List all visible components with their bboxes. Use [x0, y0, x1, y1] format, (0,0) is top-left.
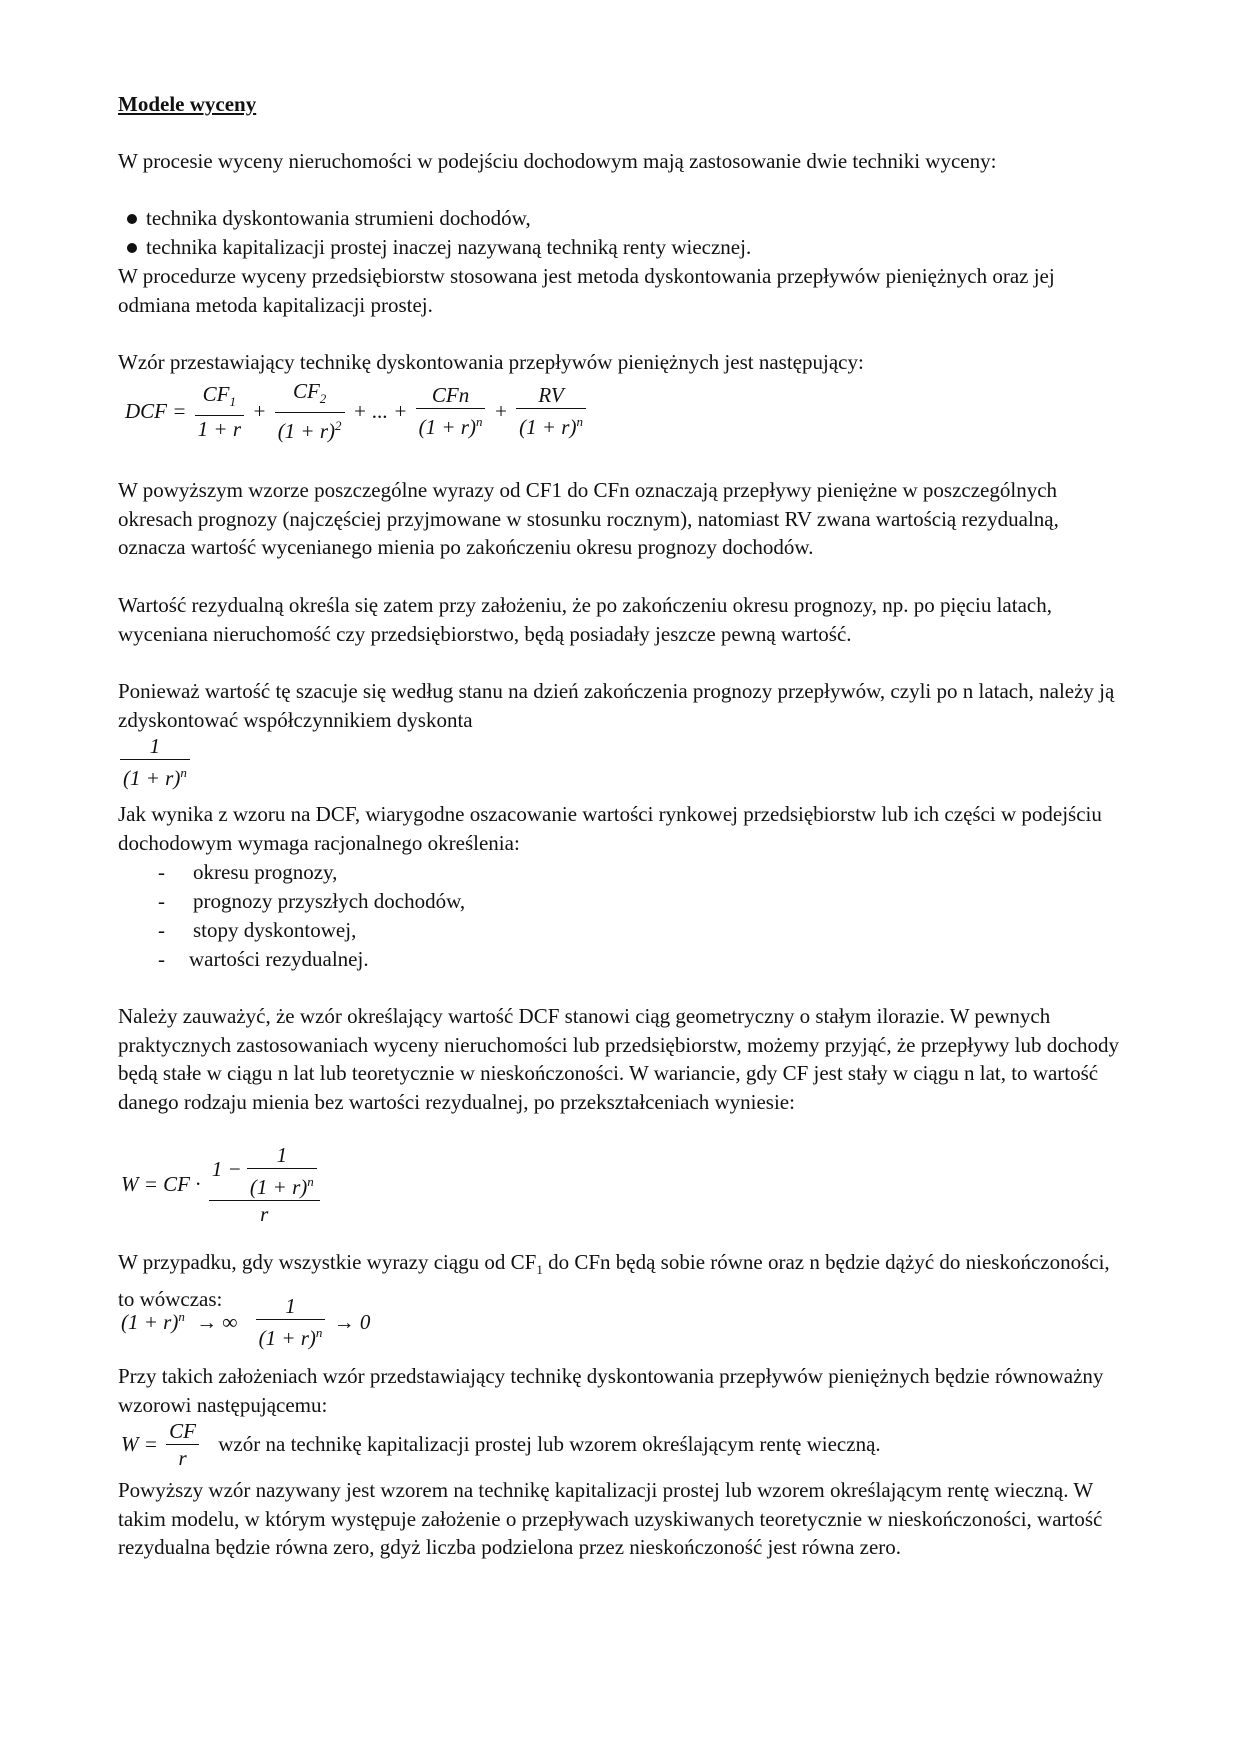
paragraph-geometric: Należy zauważyć, że wzór określający wartość DCF stanowi ciąg geometryczny o stałym ilorazie. W pewnych praktycznych zastosowaniach wyceny nieruchomości lub przedsiębiorstw, możemy przyjąć, że przepływy lub dochody będą stałe w ciągu n lat lub teoretycznie w nieskończoności. W wariancie, gdy CF jest stały w ciągu n lat, to wartość danego rodzaju mienia bez wartości rezydualnej, po przekształceniach wyniesie: [118, 1004, 1120, 1114]
paragraph-intro: W procesie wyceny nieruchomości w podejściu dochodowym mają zastosowanie dwie techniki wyceny: [118, 149, 997, 173]
bullet-item-1 [118, 204, 531, 233]
dash-item-2: - prognozy przyszłych dochodów, [158, 889, 466, 913]
dcf-formula: DCF = $\frac{CF_1}{1 + r}$ + $\frac{CF_2}{(1 + r)^2}$ + ... + $\frac{\text{CFn}}{(1 + r)^n}$ + $\frac{RV}{(1 + r)^n}$ [122, 378, 586, 444]
dcf-term-1: $\frac{CF_1}{1 + r}$ [195, 381, 244, 442]
paragraph-dcf-requirements: Jak wynika z wzoru na DCF, wiarygodne oszacowanie wartości rynkowej przedsiębiorstw lub ich części w podejściu dochodowym wymaga racjonalnego określenia: [118, 802, 1102, 855]
bullet-icon [127, 214, 137, 224]
paragraph-infinity: W przypadku, gdy wszystkie wyrazy ciągu od $CF_1$ do CFn będą sobie równe oraz n będzie dążyć do nieskończoności, to wówczas: [118, 1250, 1110, 1311]
dash-item-1: - okresu prognozy, [158, 860, 338, 884]
document-title: Modele wyceny [118, 92, 257, 116]
paragraph-residual-value: Wartość rezydualną określa się zatem przy założeniu, że po zakończeniu okresu prognozy, np. po pięciu latach, wyceniana nieruchomość czy przedsiębiorstwo, będą posiadały jeszcze pewną wartość. [118, 593, 1052, 646]
paragraph-cf-explanation: W powyższym wzorze poszczególne wyrazy od CF1 do CFn oznaczają przepływy pieniężne w poszczególnych okresach prognozy (najczęściej przyjmowane w stosunku rocznym), natomiast RV zwana wartością rezydualną, oznacza wartość wycenianego mienia po zakończeniu okresu prognozy dochodów. [118, 478, 1059, 560]
discount-factor-formula: $\frac{1}{(1 + r)^n}$ [120, 733, 190, 791]
dcf-term-n: $\frac{\text{CFn}}{(1 + r)^n}$ [416, 382, 486, 440]
bullet-item-2 [118, 233, 751, 262]
bullet-text: technika kapitalizacji prostej inaczej nazywaną techniką renty wiecznej. [146, 235, 752, 259]
annuity-formula: W = CF · 1 − $\frac{1}{(1 + r)^n}$ r [118, 1142, 320, 1227]
dcf-lhs: DCF = [125, 398, 187, 423]
paragraph-procedure: W procedurze wyceny przedsiębiorstw stosowana jest metoda dyskontowania przepływów pieniężnych oraz jej odmiana metoda kapitalizacji prostej. [118, 264, 1055, 317]
paragraph-equivalent: Przy takich założeniach wzór przedstawiający technikę dyskontowania przepływów pieniężnych będzie równoważny wzorowi następującemu: [118, 1364, 1104, 1417]
perpetuity-description: wzór na technikę kapitalizacji prostej lub wzorem określającym rentę wieczną. [218, 1432, 881, 1456]
dash-item-3: - stopy dyskontowej, [158, 918, 357, 942]
bullet-icon [127, 243, 137, 253]
dcf-term-rv: $\frac{RV}{(1 + r)^n}$ [516, 382, 586, 440]
dcf-term-2: $\frac{CF_2}{(1 + r)^2}$ [275, 378, 345, 444]
paragraph-discount: Ponieważ wartość tę szacuje się według stanu na dzień zakończenia prognozy przepływów, czyli po n latach, należy ją zdyskontować współczynnikiem dyskonta [118, 679, 1115, 732]
bullet-text: technika dyskontowania strumieni dochodów, [146, 206, 531, 230]
limit-formula: $(1 + r)^n$ → ∞ $\frac{1}{(1 + r)^n}$ → 0 [121, 1294, 371, 1350]
paragraph-conclusion: Powyższy wzór nazywany jest wzorem na technikę kapitalizacji prostej lub wzorem określającym rentę wieczną. W takim modelu, w którym występuje założenie o przepływach uzyskiwanych teoretycznie w nieskończoności, wartość rezydualna będzie równa zero, gdyż liczba podzielona przez nieskończoność jest równa zero. [118, 1478, 1103, 1560]
dash-item-4: - wartości rezydualnej. [158, 947, 369, 971]
perpetuity-formula: W = $\frac{CF}{r}$ wzór na technikę kapitalizacji prostej lub wzorem określającym rentę wieczną. [121, 1419, 881, 1470]
paragraph-formula-intro: Wzór przestawiający technikę dyskontowania przepływów pieniężnych jest następujący: [118, 350, 864, 374]
